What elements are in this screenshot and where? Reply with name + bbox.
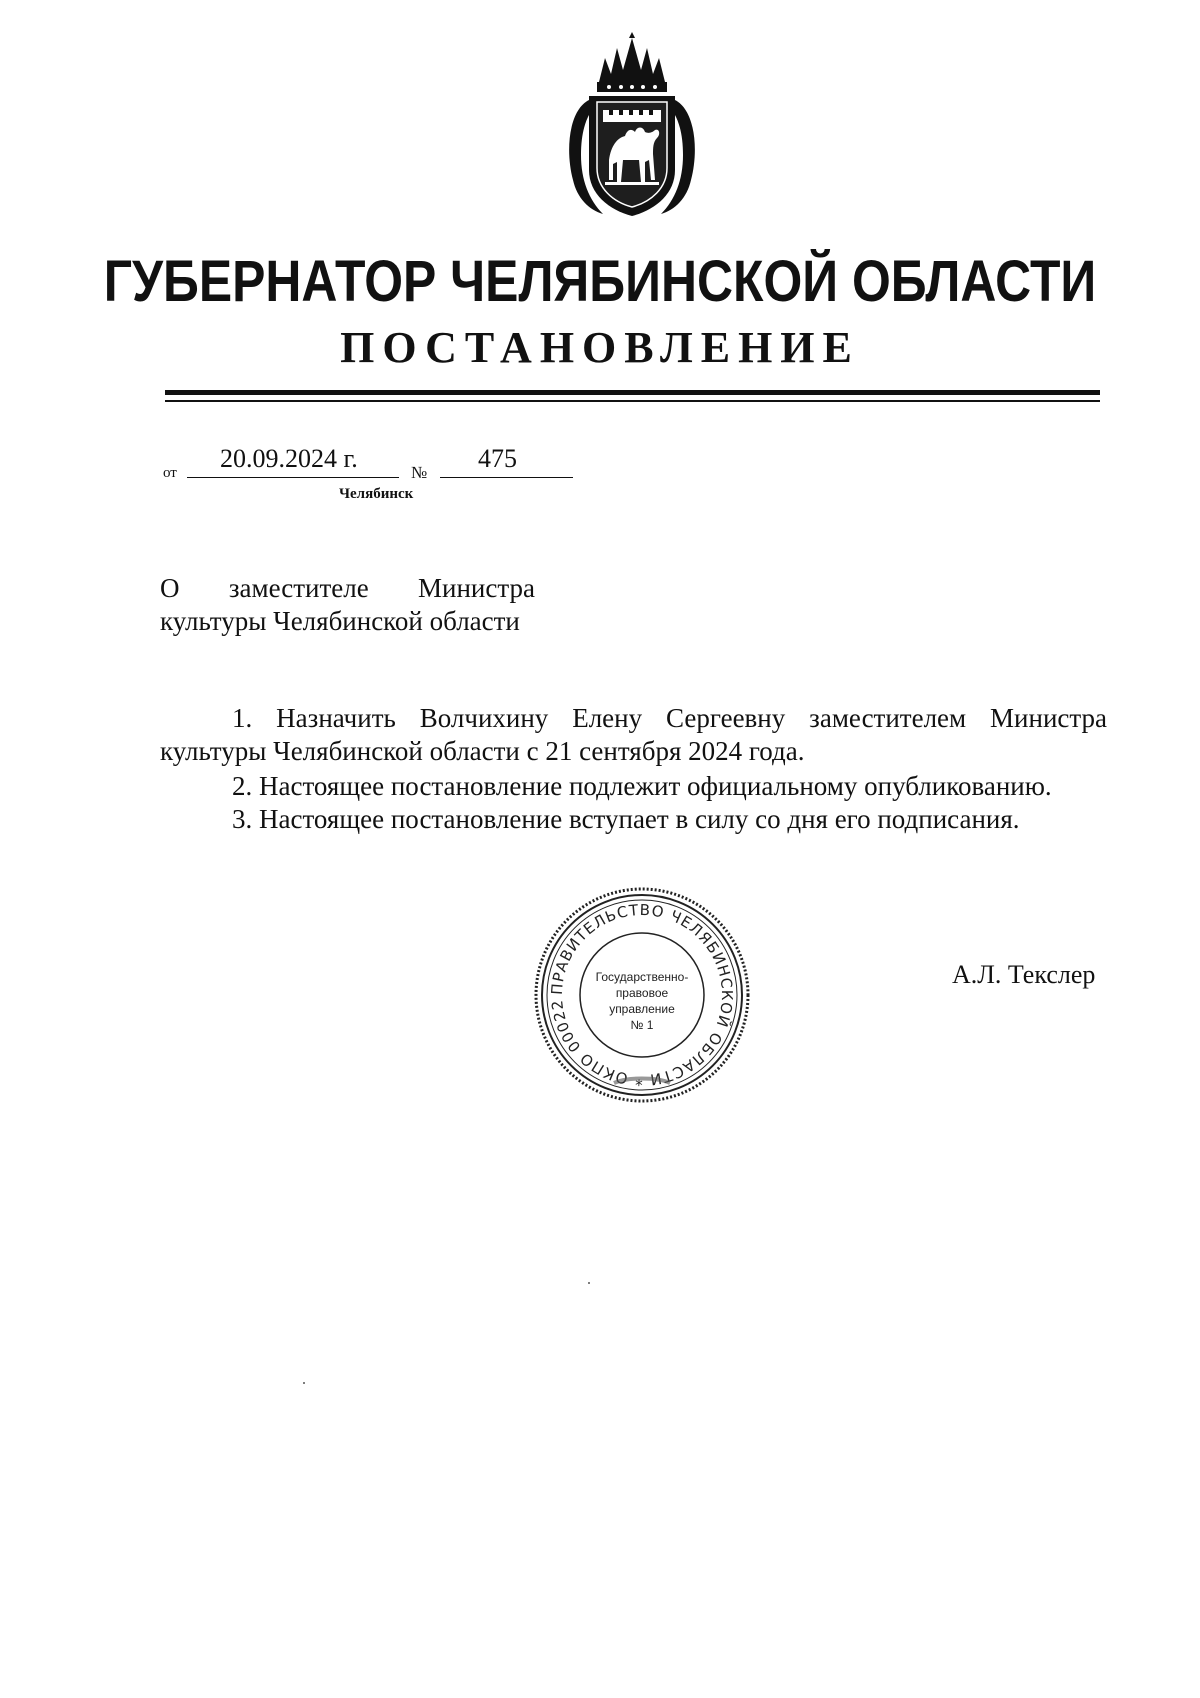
header-rule-thin [165, 400, 1100, 402]
authority-title: ГУБЕРНАТОР ЧЕЛЯБИНСКОЙ ОБЛАСТИ [103, 249, 1097, 314]
scan-speck [303, 1382, 305, 1384]
city-label: Челябинск [339, 486, 414, 502]
body-item-3: 3. Настоящее постановление вступает в силу со дня его подписания. [232, 804, 1020, 834]
subject-line-1 [160, 572, 535, 605]
subject-word: Министра [418, 573, 535, 603]
date-underline [187, 477, 399, 478]
signer-name: А.Л. Текслер [952, 960, 1096, 989]
body-item-2: 2. Настоящее постановление подлежит официальному опубликованию. [232, 771, 1052, 801]
document-date: 20.09.2024 г. [220, 444, 358, 473]
subject-word: О [160, 573, 180, 603]
coat-of-arms-icon [559, 30, 705, 218]
body-item-1: 1. Назначить Волчихину Елену Сергеевну заместителем Министра культуры Челябинской области с 21 сентября 2024 года. [160, 703, 1107, 766]
seal-center-line: Государственно- [595, 970, 689, 984]
seal-outer-text: ПРАВИТЕЛЬСТВО ЧЕЛЯБИНСКОЙ ОБЛАСТИ * ОКПО 00022 [547, 900, 737, 1090]
header-rule-thick [165, 390, 1100, 395]
number-underline [440, 477, 573, 478]
document-type: ПОСТАНОВЛЕНИЕ [340, 323, 860, 372]
official-seal [532, 885, 752, 1105]
document-subject [160, 572, 535, 638]
seal-center-line: № 1 [630, 1018, 654, 1032]
subject-word: заместителе [228, 573, 369, 603]
document-number: 475 [478, 444, 517, 473]
scan-speck [588, 1282, 590, 1284]
seal-center-line: управление [609, 1002, 675, 1016]
seal-center-line: правовое [615, 986, 669, 1000]
number-label: № [411, 463, 428, 482]
subject-line-2: культуры Челябинской области [160, 606, 520, 636]
from-label: от [163, 465, 177, 481]
